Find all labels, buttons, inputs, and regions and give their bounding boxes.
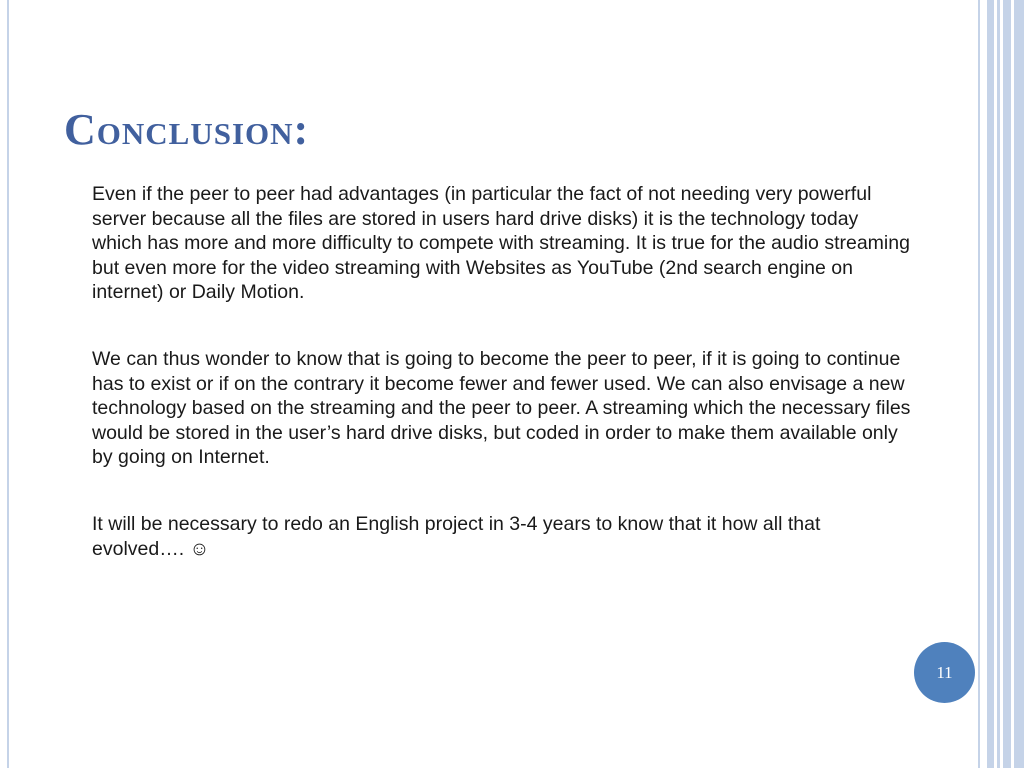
paragraph: Even if the peer to peer had advantages (in particular the fact of not needing very powerful server because all the files are stored in users hard drive disks) it is the technology today which has more and more difficulty to compete with streaming. It is true for the audio streaming but even more for the video streaming with Websites as YouTube (2nd search engine on internet) or Daily Motion. (92, 183, 910, 304)
right-border-stripe (1003, 0, 1011, 768)
right-border-stripe (997, 0, 1000, 768)
slide-body (92, 182, 912, 603)
page-number: 11 (936, 662, 953, 682)
paragraph: We can thus wonder to know that is going to become the peer to peer, if it is going to continue has to exist or if on the contrary it become fewer and fewer used. We can also envisage a new technology based on the streaming and the peer to peer. A streaming which the necessary files would be stored in the user’s hard drive disks, but coded in order to make them available only by going on Internet. (92, 347, 911, 469)
page-number-badge (914, 642, 975, 703)
right-border-stripe (1014, 0, 1024, 768)
right-border-stripe (978, 0, 980, 768)
left-border-line (7, 0, 9, 768)
paragraph: It will be necessary to redo an English project in 3-4 years to know that it how all that evolved…. ☺ (92, 512, 821, 560)
right-border-stripe (987, 0, 994, 768)
slide-title: Conclusion: (64, 105, 310, 154)
